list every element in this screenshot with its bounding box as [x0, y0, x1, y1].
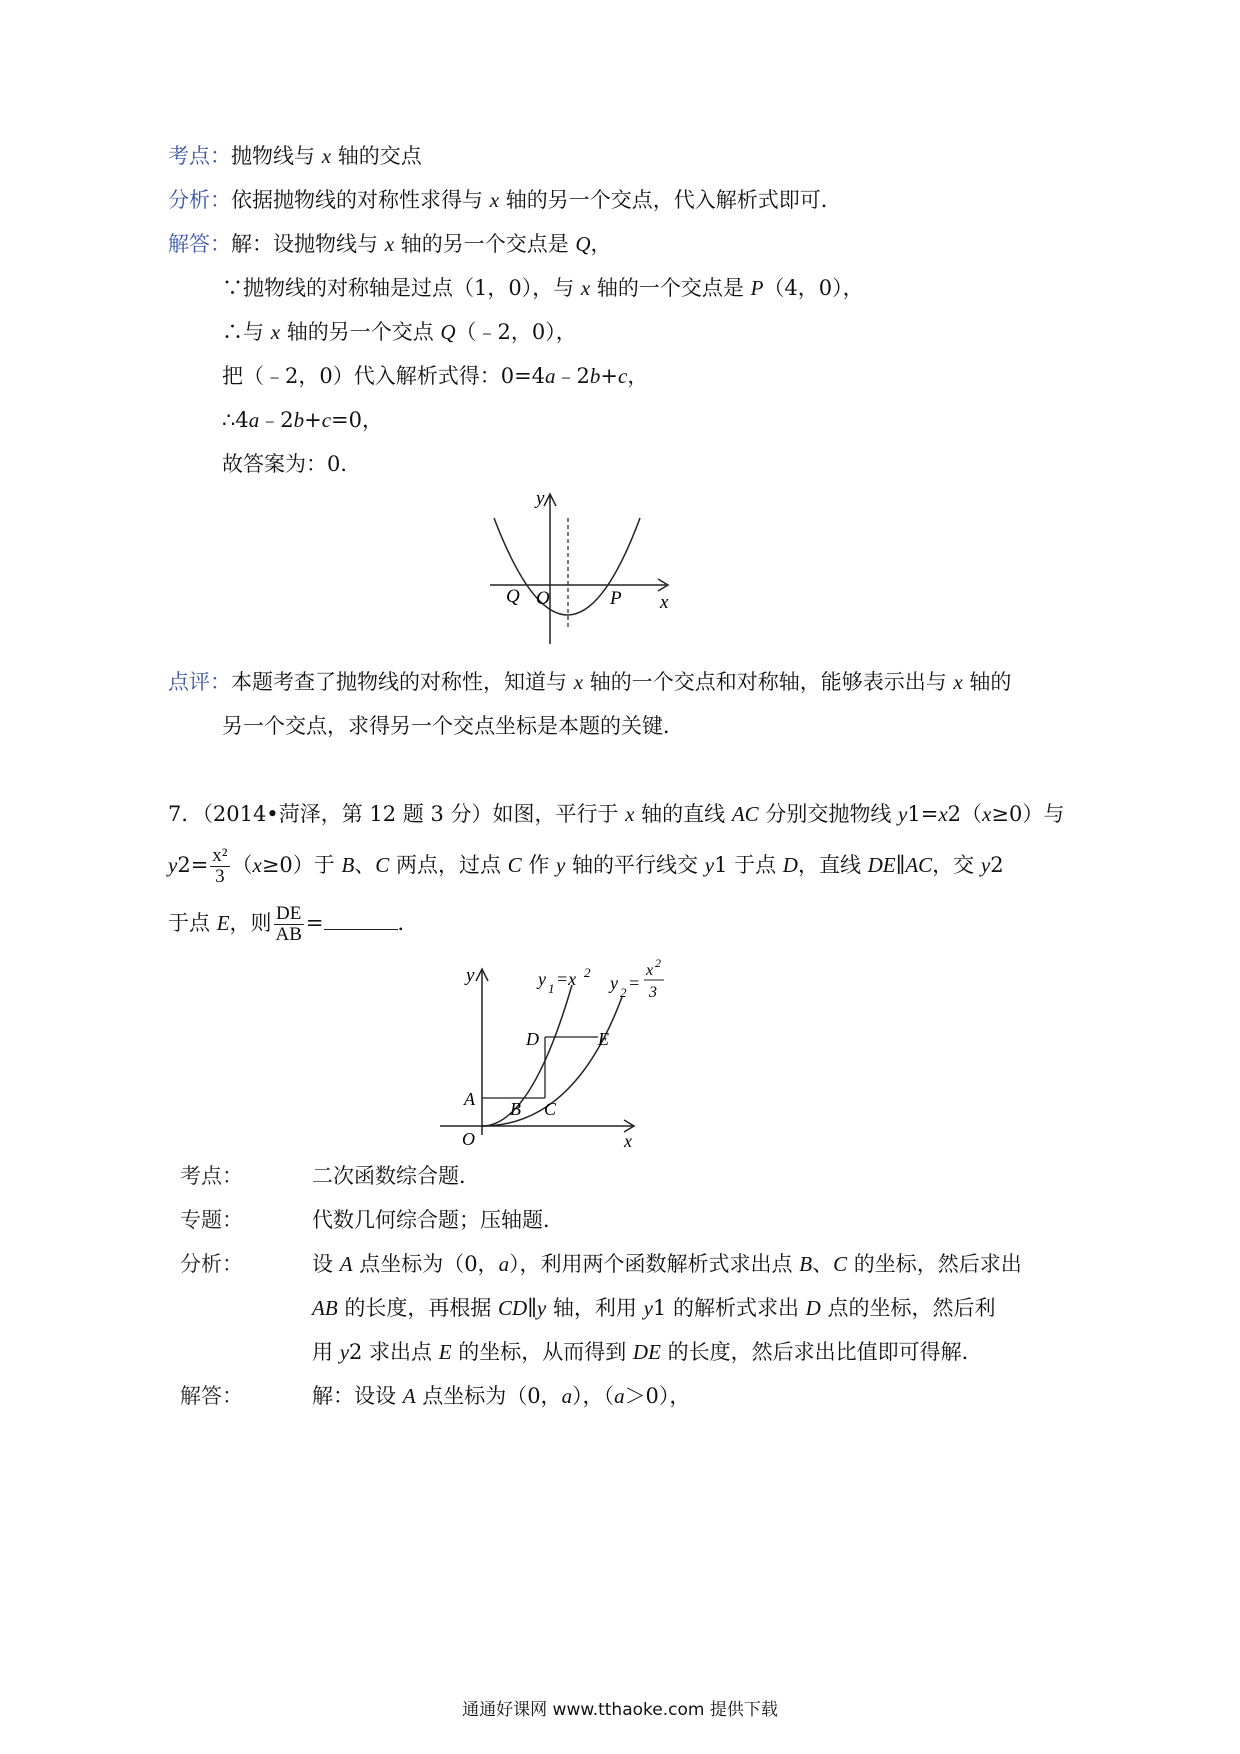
text: 2=: [177, 853, 209, 877]
text: 抛物线与: [231, 144, 322, 168]
text: 故答案为：0．: [222, 452, 362, 476]
var: c: [321, 408, 332, 432]
var: AC: [905, 853, 933, 877]
kaodian-label: 考点：: [168, 144, 231, 168]
text: 2 求出点: [349, 1340, 439, 1364]
text: +: [304, 408, 322, 432]
var: x: [580, 276, 591, 300]
jieda-label: 解答：: [168, 232, 231, 256]
q6-dianping-line: [168, 668, 1011, 696]
origin-label: O: [462, 1129, 475, 1149]
text: ），（: [572, 1384, 615, 1408]
text: 用: [312, 1340, 340, 1364]
var: y: [898, 802, 908, 826]
q6-kaodian-line: [168, 142, 422, 170]
text: 点坐标为（0，: [352, 1252, 499, 1276]
var: CD: [498, 1296, 528, 1320]
var: A: [339, 1252, 353, 1276]
text: ，: [627, 364, 649, 388]
text: 2: [990, 853, 1004, 877]
var: E: [216, 911, 230, 935]
var: a: [614, 1384, 625, 1408]
text: 轴的平行线交: [565, 853, 705, 877]
q6-dianping-line2: [222, 712, 684, 740]
y2-superscript: 2: [655, 956, 661, 970]
text: 7．（2014•菏泽，第 12 题 3 分）如图，平行于: [168, 802, 626, 826]
text: ﹣2: [259, 408, 294, 432]
var: DE: [867, 853, 896, 877]
q7-fenxi-line3: [312, 1338, 983, 1366]
var: x: [938, 802, 948, 826]
var: x: [270, 320, 281, 344]
var: Q: [440, 320, 456, 344]
text: 点的坐标，然后利: [820, 1296, 996, 1320]
y1-subscript: 1: [548, 981, 555, 996]
text: 轴的直线: [634, 802, 732, 826]
var: C: [833, 1252, 848, 1276]
text: 1 于点: [714, 853, 783, 877]
page-footer: 通通好课网 www.tthaoke.com 提供下载: [462, 1700, 778, 1720]
var: B: [341, 853, 355, 877]
frac-den: AB: [275, 924, 302, 945]
var: B: [799, 1252, 813, 1276]
text: 1=: [907, 802, 939, 826]
var: x: [489, 188, 500, 212]
text: ∥: [527, 1296, 537, 1320]
text: ，: [590, 232, 612, 256]
q7-stem-line2: [168, 846, 1004, 887]
var: x: [953, 670, 963, 694]
y1-label: y: [538, 969, 546, 989]
text: ∴与: [222, 320, 271, 344]
q6-step4: [222, 406, 383, 434]
y2-numerator: x: [646, 962, 654, 979]
var: C: [507, 853, 522, 877]
text: ≥0）于: [261, 853, 342, 877]
text: 点坐标为（0，: [415, 1384, 562, 1408]
q6-step2: [222, 318, 577, 346]
var: P: [750, 276, 764, 300]
text: ．: [397, 911, 419, 935]
text: ，交: [932, 853, 981, 877]
text: 设: [312, 1252, 340, 1276]
q-label: Q: [506, 586, 520, 607]
var: a: [561, 1384, 573, 1408]
a-label: A: [464, 1089, 475, 1109]
text: ﹣2: [555, 364, 590, 388]
text: 、: [354, 853, 376, 877]
y2-label: y: [610, 973, 618, 993]
var: C: [375, 853, 390, 877]
text: 分别交抛物线: [758, 802, 899, 826]
text: ，直线: [797, 853, 868, 877]
var: A: [402, 1384, 416, 1408]
dianping-label: 点评：: [168, 670, 231, 694]
x-label: x: [660, 592, 669, 613]
text: =0，: [331, 408, 384, 432]
y-label: y: [466, 965, 475, 986]
var: a: [498, 1252, 510, 1276]
text: （4，0），: [763, 276, 864, 300]
text: ，则: [229, 911, 272, 935]
var: a: [248, 408, 260, 432]
text: 的坐标，从而得到: [451, 1340, 633, 1364]
text: 解：设设: [312, 1384, 403, 1408]
var: x: [252, 853, 262, 877]
text: 2（: [947, 802, 983, 826]
e-label: E: [598, 1029, 609, 1049]
text: ≥0）与: [991, 802, 1065, 826]
two-parabola-diagram: [432, 955, 682, 1155]
q6-fenxi-line: [168, 186, 842, 214]
var: DE: [632, 1340, 661, 1364]
y1-superscript: 2: [584, 965, 591, 980]
q6-jieda-line: [168, 230, 612, 258]
var: y: [643, 1296, 653, 1320]
text: 的坐标，然后求出: [847, 1252, 1022, 1276]
text: 轴，利用: [546, 1296, 644, 1320]
var: x: [321, 144, 332, 168]
b-label: B: [510, 1099, 521, 1119]
frac-num: x²: [212, 845, 228, 866]
var: x: [384, 232, 395, 256]
y2-subscript: 2: [620, 985, 627, 1000]
fraction-x2-over-3: [210, 846, 229, 887]
c-label: C: [544, 1099, 557, 1119]
answer-blank: [324, 909, 398, 930]
var: y: [536, 1296, 547, 1320]
text: ∴4: [222, 408, 249, 432]
var: AB: [312, 1296, 338, 1320]
text: 解：设抛物线与: [231, 232, 385, 256]
var: y: [704, 853, 715, 877]
fenxi-label: 分析：: [168, 188, 231, 212]
text: 1 的解析式求出: [652, 1296, 806, 1320]
frac-den: 3: [215, 866, 225, 887]
text: 轴的: [962, 670, 1012, 694]
text: 把（﹣2，0）代入解析式得：0=4: [222, 364, 546, 388]
var: x: [982, 802, 992, 826]
origin-label: O: [536, 588, 550, 609]
x-label: x: [624, 1131, 632, 1151]
frac-num: DE: [274, 904, 304, 925]
var: y: [339, 1340, 350, 1364]
text: 作: [521, 853, 557, 877]
text: +: [600, 364, 619, 388]
q7-stem-line3: [168, 904, 419, 945]
text: （﹣2，0），: [455, 320, 577, 344]
var: D: [782, 853, 798, 877]
text: 轴的另一个交点是: [394, 232, 576, 256]
curve-y1: [482, 985, 572, 1126]
text: 的长度，再根据: [337, 1296, 499, 1320]
d-label: D: [526, 1029, 539, 1049]
text: 于点: [168, 911, 217, 935]
var: D: [805, 1296, 821, 1320]
text: 轴的另一个交点: [280, 320, 441, 344]
text: 、: [812, 1252, 834, 1276]
var: x: [573, 670, 584, 694]
text: 本题考查了抛物线的对称性，知道与: [231, 670, 574, 694]
text: 轴的一个交点和对称轴，能够表示出与: [583, 670, 954, 694]
var: x: [625, 802, 635, 826]
text: 轴的交点: [331, 144, 422, 168]
q7-kaodian-label: 考点：: [180, 1164, 243, 1188]
y-label: y: [536, 488, 545, 509]
var: AC: [731, 802, 759, 826]
text: （: [231, 853, 253, 877]
y1-equation: =x: [556, 969, 577, 989]
q7-zhuanti-label: 专题：: [180, 1208, 243, 1232]
q7-fenxi-label: 分析：: [180, 1252, 243, 1276]
q6-step5: [222, 450, 361, 478]
q7-jieda-line1: [312, 1382, 690, 1410]
text: ∥: [895, 853, 906, 877]
q6-step1: [222, 274, 864, 302]
p-label: P: [610, 588, 622, 609]
text: ），利用两个函数解析式求出点: [509, 1252, 800, 1276]
y2-denominator: 3: [649, 984, 657, 1001]
q7-fenxi-line1: [312, 1250, 1022, 1278]
var: c: [618, 364, 628, 388]
text: 轴的另一个交点，代入解析式即可．: [499, 188, 842, 212]
text: ∵抛物线的对称轴是过点（1，0），与: [222, 276, 581, 300]
q6-step3: [222, 362, 648, 390]
q7-kaodian-text: 二次函数综合题．: [312, 1164, 480, 1188]
var: E: [438, 1340, 452, 1364]
var: y: [556, 853, 566, 877]
var: b: [589, 364, 601, 388]
q7-zhuanti-text: 代数几何综合题；压轴题．: [312, 1208, 564, 1232]
var: y: [168, 853, 178, 877]
text: ＞0），: [624, 1384, 691, 1408]
text: 轴的一个交点是: [590, 276, 751, 300]
text: 另一个交点，求得另一个交点坐标是本题的关键．: [222, 714, 684, 738]
text: =: [305, 911, 324, 935]
text: 的长度，然后求出比值即可得解．: [660, 1340, 983, 1364]
y2-equals: =: [628, 973, 641, 993]
q7-fenxi-line2: [312, 1294, 996, 1322]
var: a: [545, 364, 556, 388]
fraction-de-over-ab: [274, 904, 304, 945]
text: 两点，过点: [389, 853, 508, 877]
var: Q: [575, 232, 591, 256]
parabola-diagram: [480, 488, 680, 650]
q7-stem-line1: [168, 800, 1064, 828]
q7-jieda-label: 解答：: [180, 1384, 243, 1408]
var: b: [293, 408, 305, 432]
var: y: [980, 853, 991, 877]
text: 依据抛物线的对称性求得与: [231, 188, 490, 212]
